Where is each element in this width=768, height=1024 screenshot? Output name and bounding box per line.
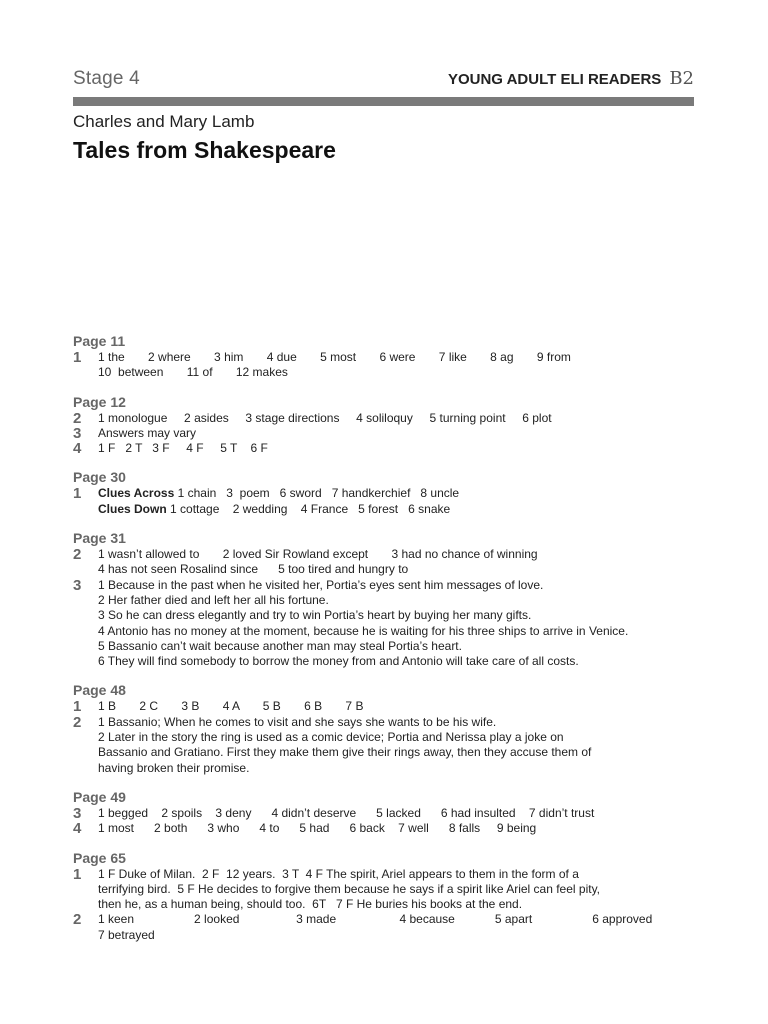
exercise-number: 4 bbox=[73, 820, 82, 838]
exercise-answers bbox=[98, 547, 713, 578]
book-title: Tales from Shakespeare bbox=[73, 137, 336, 163]
answer-text: 3 So he can dress elegantly and try to win Portia’s heart by buying her many gifts. bbox=[98, 608, 532, 623]
exercise-answers bbox=[98, 715, 713, 776]
exercise-answers bbox=[98, 821, 713, 836]
answer-section bbox=[73, 333, 713, 381]
answer-line bbox=[98, 699, 713, 714]
header-rule bbox=[73, 97, 694, 106]
clue-label: Clues Down bbox=[98, 501, 167, 516]
answer-text: 4 has not seen Rosalind since 5 too tired and hungry to bbox=[98, 562, 409, 577]
answer-text: 1 the 2 where 3 him 4 due 5 most 6 were 7 like 8 ag 9 from bbox=[98, 350, 571, 364]
answer-text: 1 monologue 2 asides 3 stage directions 4 soliloquy 5 turning point 6 plot bbox=[98, 410, 552, 425]
page-heading: Page 65 bbox=[73, 849, 126, 866]
answer-text: having broken their promise. bbox=[98, 760, 250, 775]
answer-text: 4 Antonio has no money at the moment, because he is waiting for his three ships to arrive in Venice. bbox=[98, 623, 629, 638]
level-badge: B2 bbox=[669, 68, 694, 89]
exercise-number: 3 bbox=[73, 804, 82, 822]
answer-line bbox=[98, 928, 713, 943]
exercise-number: 2 bbox=[73, 911, 82, 929]
answer-line bbox=[98, 441, 713, 456]
answer-line bbox=[98, 547, 713, 562]
exercise bbox=[73, 715, 713, 776]
answer-text: 5 Bassanio can’t wait because another man may steal Portia’s heart. bbox=[98, 638, 462, 653]
answer-line bbox=[98, 639, 713, 654]
exercise-number: 1 bbox=[73, 698, 82, 716]
exercise-number: 3 bbox=[73, 576, 82, 594]
page-heading: Page 30 bbox=[73, 469, 126, 486]
stage-label: Stage 4 bbox=[73, 68, 140, 89]
exercise-number: 2 bbox=[73, 409, 82, 427]
exercise bbox=[73, 699, 713, 714]
exercise-answers bbox=[98, 486, 713, 517]
answer-line bbox=[98, 624, 713, 639]
answer-line bbox=[98, 654, 713, 669]
series-title: YOUNG ADULT ELI READERS bbox=[447, 71, 662, 88]
answer-line bbox=[98, 578, 713, 593]
page-heading: Page 31 bbox=[73, 530, 126, 547]
exercise bbox=[73, 806, 713, 821]
answer-section bbox=[73, 394, 713, 457]
answer-section bbox=[73, 682, 713, 775]
answer-key bbox=[73, 333, 713, 956]
answer-section bbox=[73, 789, 713, 837]
exercise bbox=[73, 486, 713, 517]
answer-text: terrifying bird. 5 F He decides to forgive them because he says if a spirit like Ariel can feel pity, bbox=[98, 881, 601, 896]
answer-text: Answers may vary bbox=[98, 425, 197, 440]
exercise-answers bbox=[98, 350, 713, 381]
answer-text: 10 between 11 of 12 makes bbox=[98, 365, 288, 380]
answer-text: Bassanio and Gratiano. First they make them give their rings away, then they accuse them of bbox=[98, 745, 592, 760]
answer-line bbox=[98, 882, 713, 897]
answer-text: 1 cottage 2 wedding 4 France 5 forest 6 snake bbox=[170, 501, 451, 516]
clue-label: Clues Across bbox=[98, 486, 175, 501]
answer-section bbox=[73, 530, 713, 669]
answer-line bbox=[98, 745, 713, 760]
exercise bbox=[73, 426, 713, 441]
answer-line bbox=[98, 761, 713, 776]
exercise bbox=[73, 867, 713, 913]
page-heading: Page 49 bbox=[73, 788, 126, 805]
exercise-answers bbox=[98, 411, 713, 426]
exercise bbox=[73, 441, 713, 456]
exercise-number: 1 bbox=[73, 349, 82, 366]
page-heading: Page 11 bbox=[73, 333, 126, 349]
answer-text: 1 Because in the past when he visited her, Portia’s eyes sent him messages of love. bbox=[98, 577, 544, 592]
exercise-answers bbox=[98, 912, 713, 943]
answer-text: 1 wasn’t allowed to 2 loved Sir Rowland except 3 had no chance of winning bbox=[98, 547, 538, 562]
answer-line bbox=[98, 502, 713, 517]
book-authors: Charles and Mary Lamb bbox=[73, 112, 255, 131]
answer-line bbox=[98, 730, 713, 745]
page-heading: Page 48 bbox=[73, 682, 126, 699]
answer-section bbox=[73, 850, 713, 943]
answer-text: 1 begged 2 spoils 3 deny 4 didn’t deserve 5 lacked 6 had insulted 7 didn’t trust bbox=[98, 805, 595, 820]
exercise bbox=[73, 350, 713, 381]
exercise-number: 1 bbox=[73, 865, 82, 883]
exercise-number: 1 bbox=[73, 485, 82, 503]
answer-line bbox=[98, 486, 713, 501]
answer-text: 1 Bassanio; When he comes to visit and she says she wants to be his wife. bbox=[98, 714, 497, 729]
exercise-answers bbox=[98, 578, 713, 670]
exercise-number: 4 bbox=[73, 440, 82, 458]
exercise-number: 3 bbox=[73, 424, 82, 442]
answer-line bbox=[98, 806, 713, 821]
answer-line bbox=[98, 715, 713, 730]
answer-text: 1 B 2 C 3 B 4 A 5 B 6 B 7 B bbox=[98, 699, 364, 714]
answer-line bbox=[98, 897, 713, 912]
answer-line bbox=[98, 867, 713, 882]
answer-line bbox=[98, 426, 713, 441]
answer-line bbox=[98, 411, 713, 426]
series-name bbox=[448, 68, 694, 89]
answer-text: 6 They will find somebody to borrow the money from and Antonio will take care of all costs. bbox=[98, 654, 579, 669]
answer-text: 1 F 2 T 3 F 4 F 5 T 6 F bbox=[98, 441, 268, 456]
answer-text: 2 Her father died and left her all his fortune. bbox=[98, 592, 329, 607]
exercise-answers bbox=[98, 426, 713, 441]
exercise-answers bbox=[98, 867, 713, 913]
exercise-answers bbox=[98, 806, 713, 821]
answer-text: 1 keen 2 looked 3 made 4 because 5 apart 6 approved bbox=[98, 912, 653, 927]
answer-line bbox=[98, 593, 713, 608]
page-header bbox=[73, 66, 694, 96]
answer-text: 7 betrayed bbox=[98, 927, 155, 942]
exercise-number: 2 bbox=[73, 546, 82, 564]
answer-text: 1 most 2 both 3 who 4 to 5 had 6 back 7 well 8 falls 9 being bbox=[98, 821, 537, 836]
answer-text: then he, as a human being, should too. 6T 7 F He buries his books at the end. bbox=[98, 897, 523, 912]
answer-text: 1 chain 3 poem 6 sword 7 handkerchief 8 uncle bbox=[177, 486, 460, 501]
exercise bbox=[73, 411, 713, 426]
answer-line bbox=[98, 821, 713, 836]
answer-line bbox=[98, 365, 713, 380]
answer-section bbox=[73, 469, 713, 517]
exercise bbox=[73, 821, 713, 836]
page-heading: Page 12 bbox=[73, 393, 126, 410]
answer-line bbox=[98, 350, 713, 365]
exercise-answers bbox=[98, 699, 713, 714]
exercise bbox=[73, 912, 713, 943]
exercise-answers bbox=[98, 441, 713, 456]
answer-line bbox=[98, 608, 713, 623]
exercise bbox=[73, 547, 713, 578]
answer-text: 2 Later in the story the ring is used as a comic device; Portia and Nerissa play a joke on bbox=[98, 730, 564, 745]
answer-text: 1 F Duke of Milan. 2 F 12 years. 3 T 4 F The spirit, Ariel appears to them in the form of a bbox=[98, 866, 579, 881]
exercise-number: 2 bbox=[73, 713, 82, 731]
exercise bbox=[73, 578, 713, 670]
answer-line bbox=[98, 912, 713, 927]
answer-line bbox=[98, 562, 713, 577]
